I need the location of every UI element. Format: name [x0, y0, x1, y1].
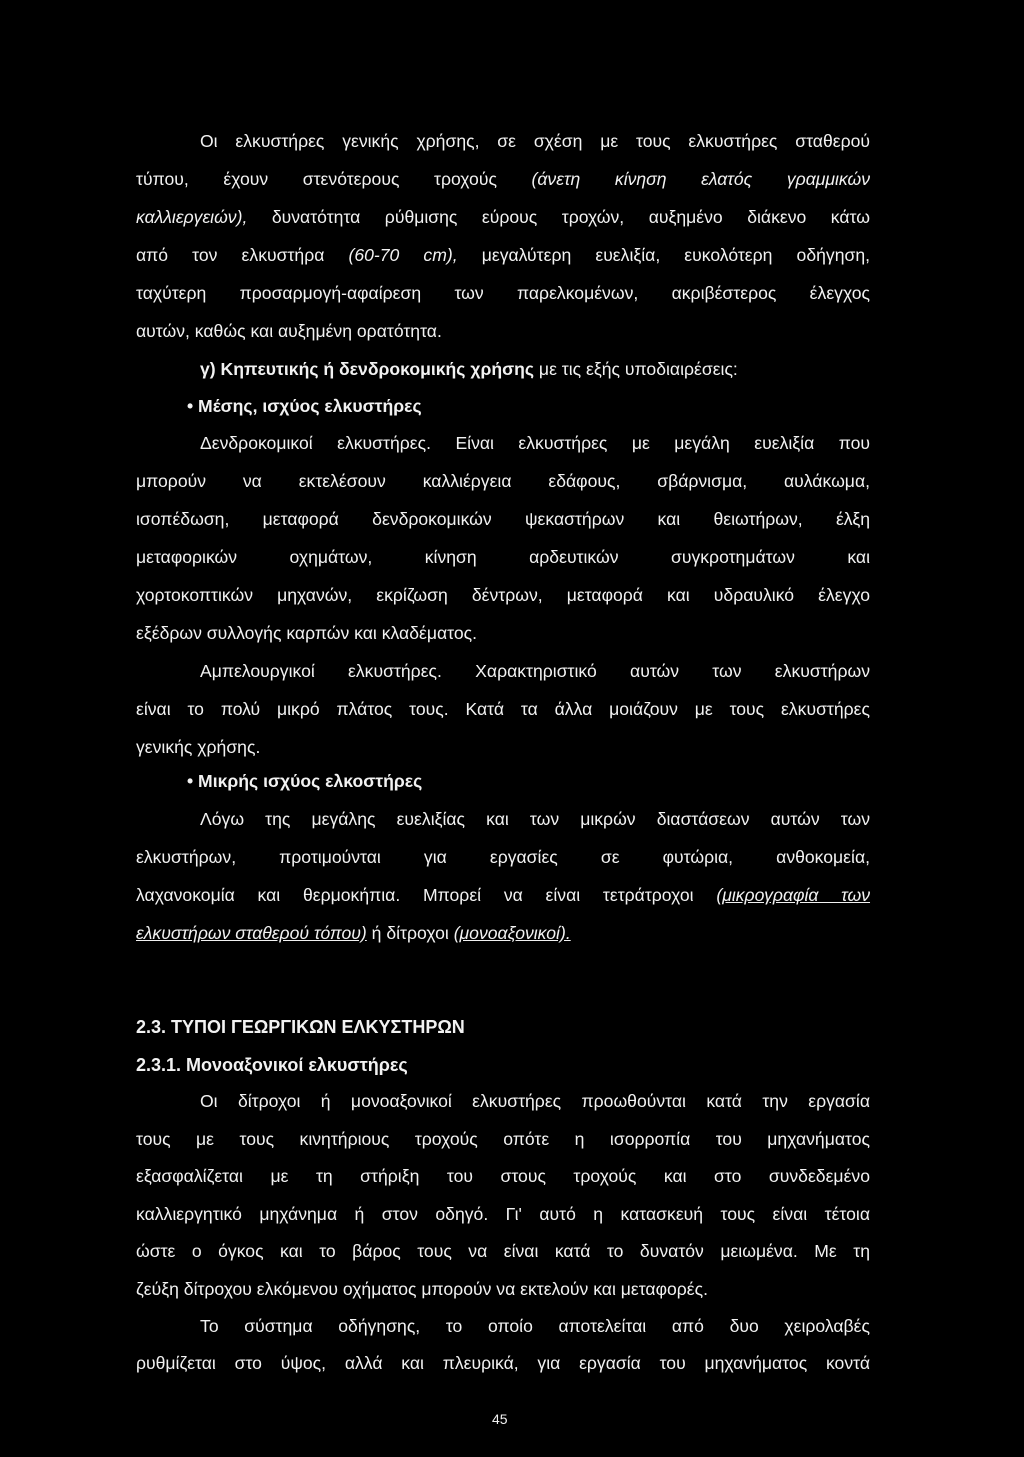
paragraph-line: τους με τους κινητήριους τροχούς οπότε η ισορροπία του μηχανήματος: [136, 1129, 870, 1149]
bold-text: γ) Κηπευτικής ή δενδροκομικής χρήσης: [200, 359, 535, 379]
subsection-heading: [200, 358, 738, 380]
paragraph-line: Το σύστημα οδήγησης, το οποίο αποτελείται από δυο χειρολαβές: [200, 1316, 870, 1336]
paragraph-line: [136, 244, 870, 266]
paragraph-line: χορτοκοπτικών μηχανών, εκρίζωση δέντρων, μεταφορά και υδραυλικό έλεγχο: [136, 585, 870, 605]
text-run: με τις εξής υποδιαιρέσεις:: [534, 359, 738, 379]
bullet-heading: • Μέσης, ισχύος ελκυστήρες: [187, 396, 422, 416]
paragraph-line: [136, 206, 870, 228]
paragraph-line: ελκυστήρων, προτιμούνται για εργασίες σε φυτώρια, ανθοκομεία,: [136, 847, 870, 867]
paragraph-line: [136, 282, 870, 304]
paragraph-line: ζεύξη δίτροχου ελκόμενου οχήματος μπορούν να εκτελούν και μεταφορές.: [136, 1279, 709, 1299]
italic-text: καλλιεργειών),: [136, 207, 248, 227]
italic-text: (μονοαξονικοί).: [453, 923, 571, 943]
paragraph-line: καλλιεργητικό μηχάνημα ή στον οδηγό. Γι' αυτό η κατασκευή τους είναι τέτοια: [136, 1204, 870, 1224]
text-run: ή δίτροχοι: [366, 923, 454, 943]
subsection-heading: 2.3.1. Μονοαξονικοί ελκυστήρες: [136, 1055, 408, 1075]
paragraph-line: εξέδρων συλλογής καρπών και κλαδέματος.: [136, 623, 477, 643]
paragraph-line: ρυθμίζεται στο ύψος, αλλά και πλευρικά, για εργασία του μηχανήματος κοντά: [136, 1353, 870, 1373]
text-run: από τον ελκυστήρα: [136, 245, 349, 265]
paragraph-line: [136, 168, 870, 190]
text-run: τύπου, έχουν στενότερους τροχούς: [136, 169, 532, 189]
paragraph-line: Λόγω της μεγάλης ευελιξίας και των μικρών διαστάσεων αυτών των: [200, 809, 870, 829]
italic-text: (μικρογραφία των: [716, 885, 871, 905]
text-run: μεγαλύτερη ευελιξία, ευκολότερη οδήγηση,: [457, 245, 871, 265]
section-heading: 2.3. ΤΥΠΟΙ ΓΕΩΡΓΙΚΩΝ ΕΛΚΥΣΤΗΡΩΝ: [136, 1017, 465, 1037]
paragraph-line: [136, 320, 442, 342]
text-run: αυτών, καθώς και αυξημένη ορατότητα.: [136, 321, 442, 341]
paragraph-line: γενικής χρήσης.: [136, 737, 261, 757]
bullet-heading: • Μικρής ισχύος ελκοστήρες: [187, 771, 423, 791]
paragraph-line: [136, 884, 870, 906]
italic-text: (άνετη κίνηση ελατός γραμμικών: [531, 169, 870, 189]
paragraph-line: [136, 922, 571, 944]
italic-text: (60-70 cm),: [348, 245, 458, 265]
paragraph-line: Δενδροκομικοί ελκυστήρες. Είναι ελκυστήρες με μεγάλη ευελιξία που: [200, 433, 870, 453]
paragraph-line: εξασφαλίζεται με τη στήριξη του στους τροχούς και στο συνδεδεμένο: [136, 1166, 870, 1186]
page-number: 45: [492, 1411, 508, 1427]
italic-text: ελκυστήρων σταθερού τόπου): [136, 923, 367, 943]
paragraph-line: ώστε ο όγκος και το βάρος τους να είναι κατά το δυνατόν μειωμένα. Με τη: [136, 1241, 870, 1261]
paragraph-line: Αμπελουργικοί ελκυστήρες. Χαρακτηριστικό αυτών των ελκυστήρων: [200, 661, 870, 681]
paragraph-line: Οι δίτροχοι ή μονοαξονικοί ελκυστήρες προωθούνται κατά την εργασία: [200, 1091, 870, 1111]
paragraph-line: μπορούν να εκτελέσουν καλλιέργεια εδάφους, σβάρνισμα, αυλάκωμα,: [136, 471, 870, 491]
paragraph-line: [200, 130, 870, 152]
paragraph-line: μεταφορικών οχημάτων, κίνηση αρδευτικών συγκροτημάτων και: [136, 547, 870, 567]
text-run: λαχανοκομία και θερμοκήπια. Μπορεί να είναι τετράτροχοι: [136, 885, 717, 905]
text-run: ταχύτερη προσαρμογή-αφαίρεση των παρελκομένων, ακριβέστερος έλεγχος: [136, 283, 870, 303]
text-run: δυνατότητα ρύθμισης εύρους τροχών, αυξημένο διάκενο κάτω: [247, 207, 870, 227]
paragraph-line: είναι το πολύ μικρό πλάτος τους. Κατά τα άλλα μοιάζουν με τους ελκυστήρες: [136, 699, 870, 719]
text-run: Οι ελκυστήρες γενικής χρήσης, σε σχέση με τους ελκυστήρες σταθερού: [200, 131, 870, 151]
paragraph-line: ισοπέδωση, μεταφορά δενδροκομικών ψεκαστήρων και θειωτήρων, έλξη: [136, 509, 870, 529]
